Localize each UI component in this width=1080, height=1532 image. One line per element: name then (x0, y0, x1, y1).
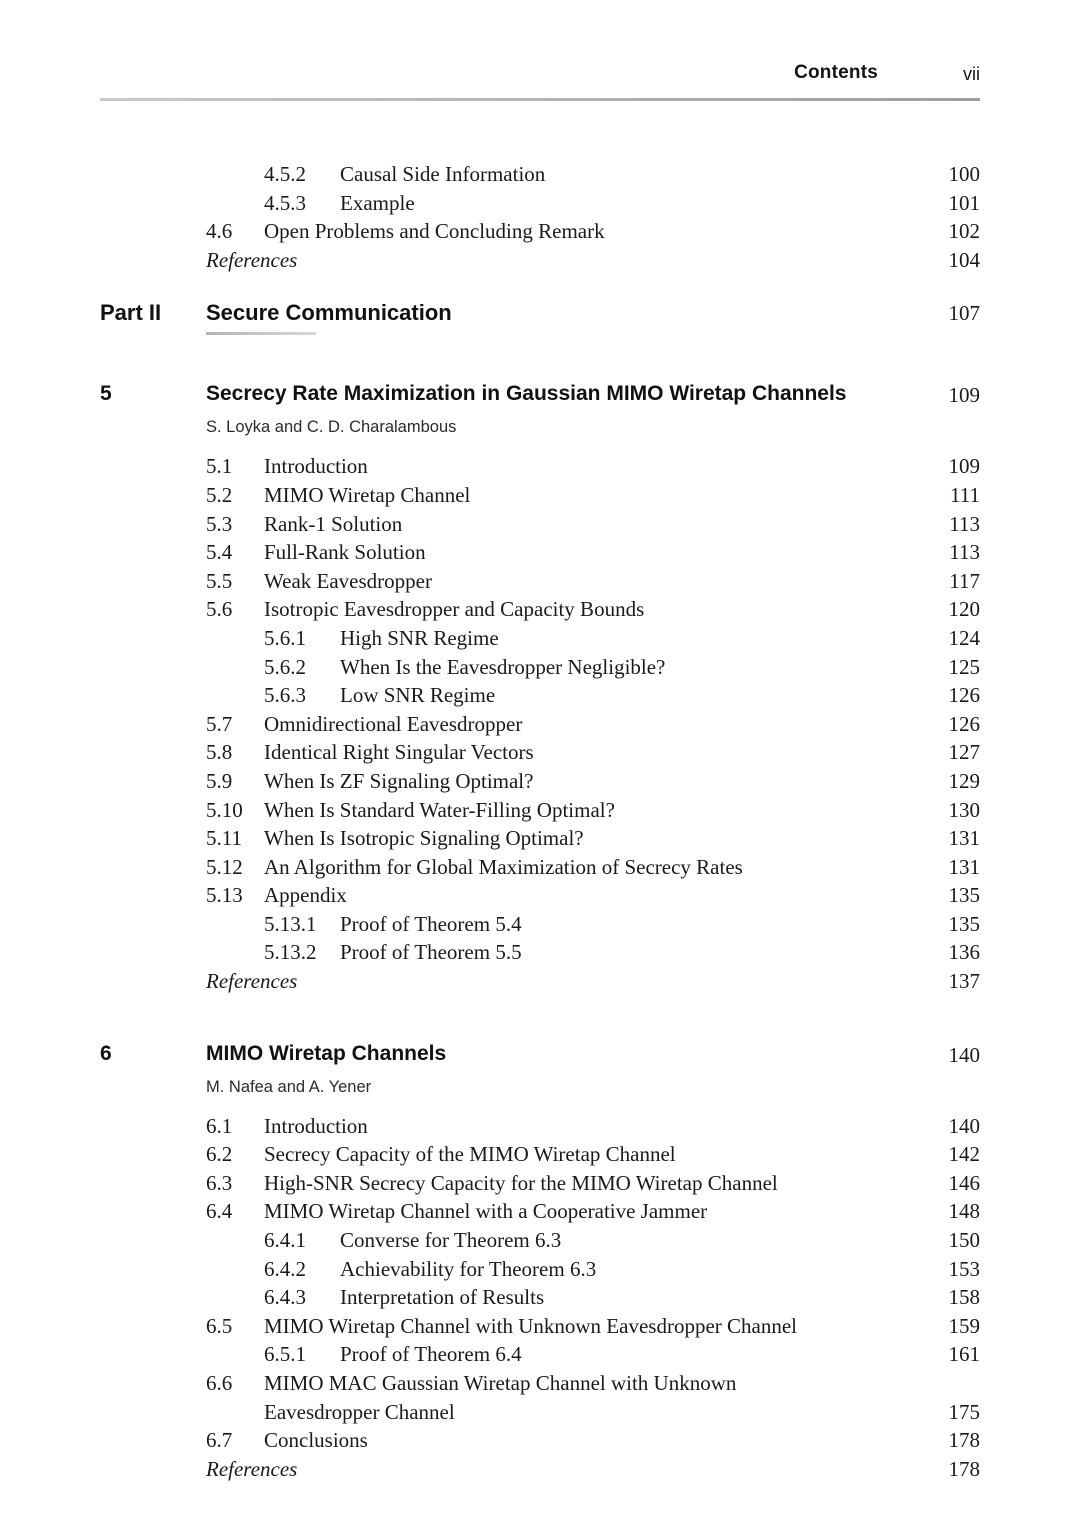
part-heading[interactable] (100, 300, 980, 352)
toc-entry[interactable] (100, 1283, 980, 1312)
entry-number: 6.1 (206, 1113, 233, 1138)
toc-entry[interactable] (100, 1312, 980, 1341)
toc-entry[interactable] (100, 853, 980, 882)
part-underline (206, 332, 316, 335)
references-label: References (206, 969, 298, 994)
entry-page: 161 (948, 1342, 980, 1367)
toc-entry[interactable] (100, 910, 980, 939)
entry-title: When Is Standard Water-Filling Optimal? (264, 797, 615, 822)
entry-number: 6.6 (206, 1371, 233, 1395)
references-page: 178 (948, 1456, 980, 1481)
entry-title: Eavesdropper Channel (264, 1399, 455, 1424)
part-title: Secure Communication (206, 300, 452, 326)
entry-page: 130 (948, 797, 980, 822)
entry-page: 129 (948, 768, 980, 793)
entry-number: 5.13 (206, 883, 243, 908)
authors-text: M. Nafea and A. Yener (206, 1077, 372, 1096)
toc-references-entry[interactable] (100, 246, 980, 275)
toc-entry[interactable] (100, 1169, 980, 1198)
entry-page: 101 (948, 190, 980, 215)
chapter-heading-6[interactable] (100, 1042, 980, 1078)
entry-title: When Is the Eavesdropper Negligible? (340, 654, 666, 679)
entry-title: High-SNR Secrecy Capacity for the MIMO Wiretap Channel (264, 1170, 778, 1195)
entry-number: 5.2 (206, 482, 233, 507)
entry-title: Weak Eavesdropper (264, 568, 432, 593)
entry-title: MIMO Wiretap Channel with Unknown Eavesdropper Channel (264, 1313, 797, 1338)
entry-page: 135 (948, 911, 980, 936)
entry-number: 6.4.3 (264, 1285, 306, 1310)
chapter-number: 5 (100, 382, 112, 406)
entry-number: 5.13.1 (264, 911, 317, 936)
toc-entry[interactable] (100, 1369, 980, 1398)
entry-number: 5.12 (206, 854, 243, 879)
entry-page: 159 (948, 1313, 980, 1338)
entry-title: MIMO Wiretap Channel with a Cooperative Jammer (264, 1199, 708, 1224)
chapter-title: Secrecy Rate Maximization in Gaussian MIMO Wiretap Channels (206, 382, 847, 406)
entry-number: 6.3 (206, 1170, 233, 1195)
entry-title: High SNR Regime (340, 625, 499, 650)
toc-entry[interactable] (100, 189, 980, 218)
references-page: 104 (948, 247, 980, 272)
toc-entry[interactable] (100, 938, 980, 967)
entry-number: 5.13.2 (264, 940, 317, 965)
chapter-number: 6 (100, 1041, 112, 1065)
entry-title: Interpretation of Results (340, 1285, 545, 1310)
toc-entry[interactable] (100, 881, 980, 910)
entry-page: 113 (949, 540, 980, 565)
table-of-contents (100, 160, 980, 1483)
entry-page: 158 (948, 1285, 980, 1310)
header-title: Contents (794, 62, 878, 83)
entry-page: 140 (948, 1113, 980, 1138)
part-label: Part II (100, 300, 162, 326)
entry-page: 150 (948, 1228, 980, 1253)
toc-entry[interactable] (100, 538, 980, 567)
entry-title: Introduction (264, 454, 368, 479)
entry-number: 4.5.3 (264, 190, 306, 215)
entry-title: Proof of Theorem 5.5 (340, 940, 522, 965)
entry-number: 6.4 (206, 1199, 233, 1224)
entry-number: 4.5.2 (264, 162, 306, 186)
entry-page: 127 (948, 740, 980, 765)
toc-entry[interactable] (100, 824, 980, 853)
toc-entry[interactable] (100, 595, 980, 624)
toc-references-entry[interactable] (100, 967, 980, 996)
toc-references-entry[interactable] (100, 1455, 980, 1484)
entry-number: 6.4.2 (264, 1256, 306, 1281)
toc-entry[interactable] (100, 510, 980, 539)
entry-page: 111 (950, 482, 980, 507)
entry-page: 175 (948, 1399, 980, 1424)
entry-title: MIMO MAC Gaussian Wiretap Channel with Unknown (264, 1371, 737, 1395)
entry-number: 6.7 (206, 1428, 233, 1453)
references-page: 137 (948, 969, 980, 994)
entry-number: 4.6 (206, 219, 233, 244)
toc-entry[interactable] (100, 1140, 980, 1169)
part-page: 107 (948, 301, 980, 326)
entry-page: 117 (949, 568, 980, 593)
entry-number: 5.6.2 (264, 654, 306, 679)
entry-page: 148 (948, 1199, 980, 1224)
references-label: References (206, 1456, 298, 1481)
chapter-page: 140 (948, 1042, 980, 1067)
entry-page: 135 (948, 883, 980, 908)
entry-page: 126 (948, 683, 980, 708)
toc-entry[interactable] (100, 567, 980, 596)
entry-page: 120 (948, 597, 980, 622)
spacer (100, 996, 980, 1042)
spacer (100, 352, 980, 382)
entry-number: 6.4.1 (264, 1228, 306, 1253)
toc-entry[interactable] (100, 767, 980, 796)
toc-entry[interactable] (100, 710, 980, 739)
entry-title: Full-Rank Solution (264, 540, 426, 565)
entry-title: Example (340, 190, 415, 215)
entry-title: Omnidirectional Eavesdropper (264, 711, 523, 736)
entry-title: Proof of Theorem 5.4 (340, 911, 522, 936)
entry-number: 5.3 (206, 511, 233, 536)
chapter-authors-6 (100, 1078, 980, 1112)
entry-number: 5.6.3 (264, 683, 306, 708)
entry-title: Isotropic Eavesdropper and Capacity Bounds (264, 597, 645, 622)
entry-number: 6.5 (206, 1313, 233, 1338)
entry-title: Secrecy Capacity of the MIMO Wiretap Channel (264, 1142, 676, 1167)
toc-entry[interactable] (100, 624, 980, 653)
entry-number: 5.9 (206, 768, 233, 793)
entry-number: 5.6.1 (264, 625, 306, 650)
toc-entry[interactable] (100, 160, 980, 189)
entry-title: Open Problems and Concluding Remark (264, 219, 605, 244)
entry-number: 5.7 (206, 711, 233, 736)
page-header (100, 62, 980, 102)
chapter-heading-5[interactable] (100, 382, 980, 418)
toc-entry[interactable] (100, 481, 980, 510)
entry-title: Converse for Theorem 6.3 (340, 1228, 562, 1253)
entry-number: 5.1 (206, 454, 233, 479)
toc-entry[interactable] (100, 796, 980, 825)
entry-number: 5.5 (206, 568, 233, 593)
entry-page: 102 (948, 219, 980, 244)
entry-page: 109 (948, 454, 980, 479)
entry-title: Rank-1 Solution (264, 511, 403, 536)
toc-entry-continuation[interactable] (100, 1398, 980, 1427)
entry-title: When Is ZF Signaling Optimal? (264, 768, 534, 793)
entry-title: Conclusions (264, 1428, 368, 1453)
entry-page: 131 (948, 826, 980, 851)
entry-title: Identical Right Singular Vectors (264, 740, 534, 765)
entry-title: Proof of Theorem 6.4 (340, 1342, 522, 1367)
toc-entry[interactable] (100, 681, 980, 710)
chapter-title: MIMO Wiretap Channels (206, 1041, 447, 1065)
header-divider (100, 98, 980, 101)
toc-entry[interactable] (100, 1426, 980, 1455)
entry-title: Introduction (264, 1113, 368, 1138)
entry-number: 6.2 (206, 1142, 233, 1167)
entry-number: 5.10 (206, 797, 243, 822)
entry-title: Achievability for Theorem 6.3 (340, 1256, 597, 1281)
chapter-authors-5 (100, 418, 980, 452)
authors-text: S. Loyka and C. D. Charalambous (206, 418, 457, 437)
entry-number: 5.11 (206, 826, 242, 851)
entry-page: 126 (948, 711, 980, 736)
entry-page: 136 (948, 940, 980, 965)
toc-entry[interactable] (100, 1340, 980, 1369)
entry-page: 146 (948, 1170, 980, 1195)
entry-page: 113 (949, 511, 980, 536)
toc-entry[interactable] (100, 1112, 980, 1141)
entry-number: 5.4 (206, 540, 233, 565)
entry-number: 6.5.1 (264, 1342, 306, 1367)
entry-title: When Is Isotropic Signaling Optimal? (264, 826, 584, 851)
toc-entry[interactable] (100, 1197, 980, 1226)
toc-entry[interactable] (100, 217, 980, 246)
entry-title: Causal Side Information (340, 162, 546, 186)
entry-page: 131 (948, 854, 980, 879)
entry-title: Low SNR Regime (340, 683, 496, 708)
toc-entry[interactable] (100, 1226, 980, 1255)
entry-page: 142 (948, 1142, 980, 1167)
entry-title: An Algorithm for Global Maximization of Secrecy Rates (264, 854, 743, 879)
toc-entry[interactable] (100, 738, 980, 767)
header-page-number: vii (963, 64, 980, 84)
entry-number: 5.8 (206, 740, 233, 765)
entry-page: 100 (948, 162, 980, 186)
chapter-page: 109 (948, 383, 980, 408)
references-label: References (206, 247, 298, 272)
toc-entry[interactable] (100, 653, 980, 682)
entry-title: Appendix (264, 883, 347, 908)
toc-entry[interactable] (100, 452, 980, 481)
entry-page: 124 (948, 625, 980, 650)
toc-entry[interactable] (100, 1255, 980, 1284)
entry-title: MIMO Wiretap Channel (264, 482, 471, 507)
entry-page: 153 (948, 1256, 980, 1281)
entry-page: 125 (948, 654, 980, 679)
entry-number: 5.6 (206, 597, 233, 622)
entry-page: 178 (948, 1428, 980, 1453)
